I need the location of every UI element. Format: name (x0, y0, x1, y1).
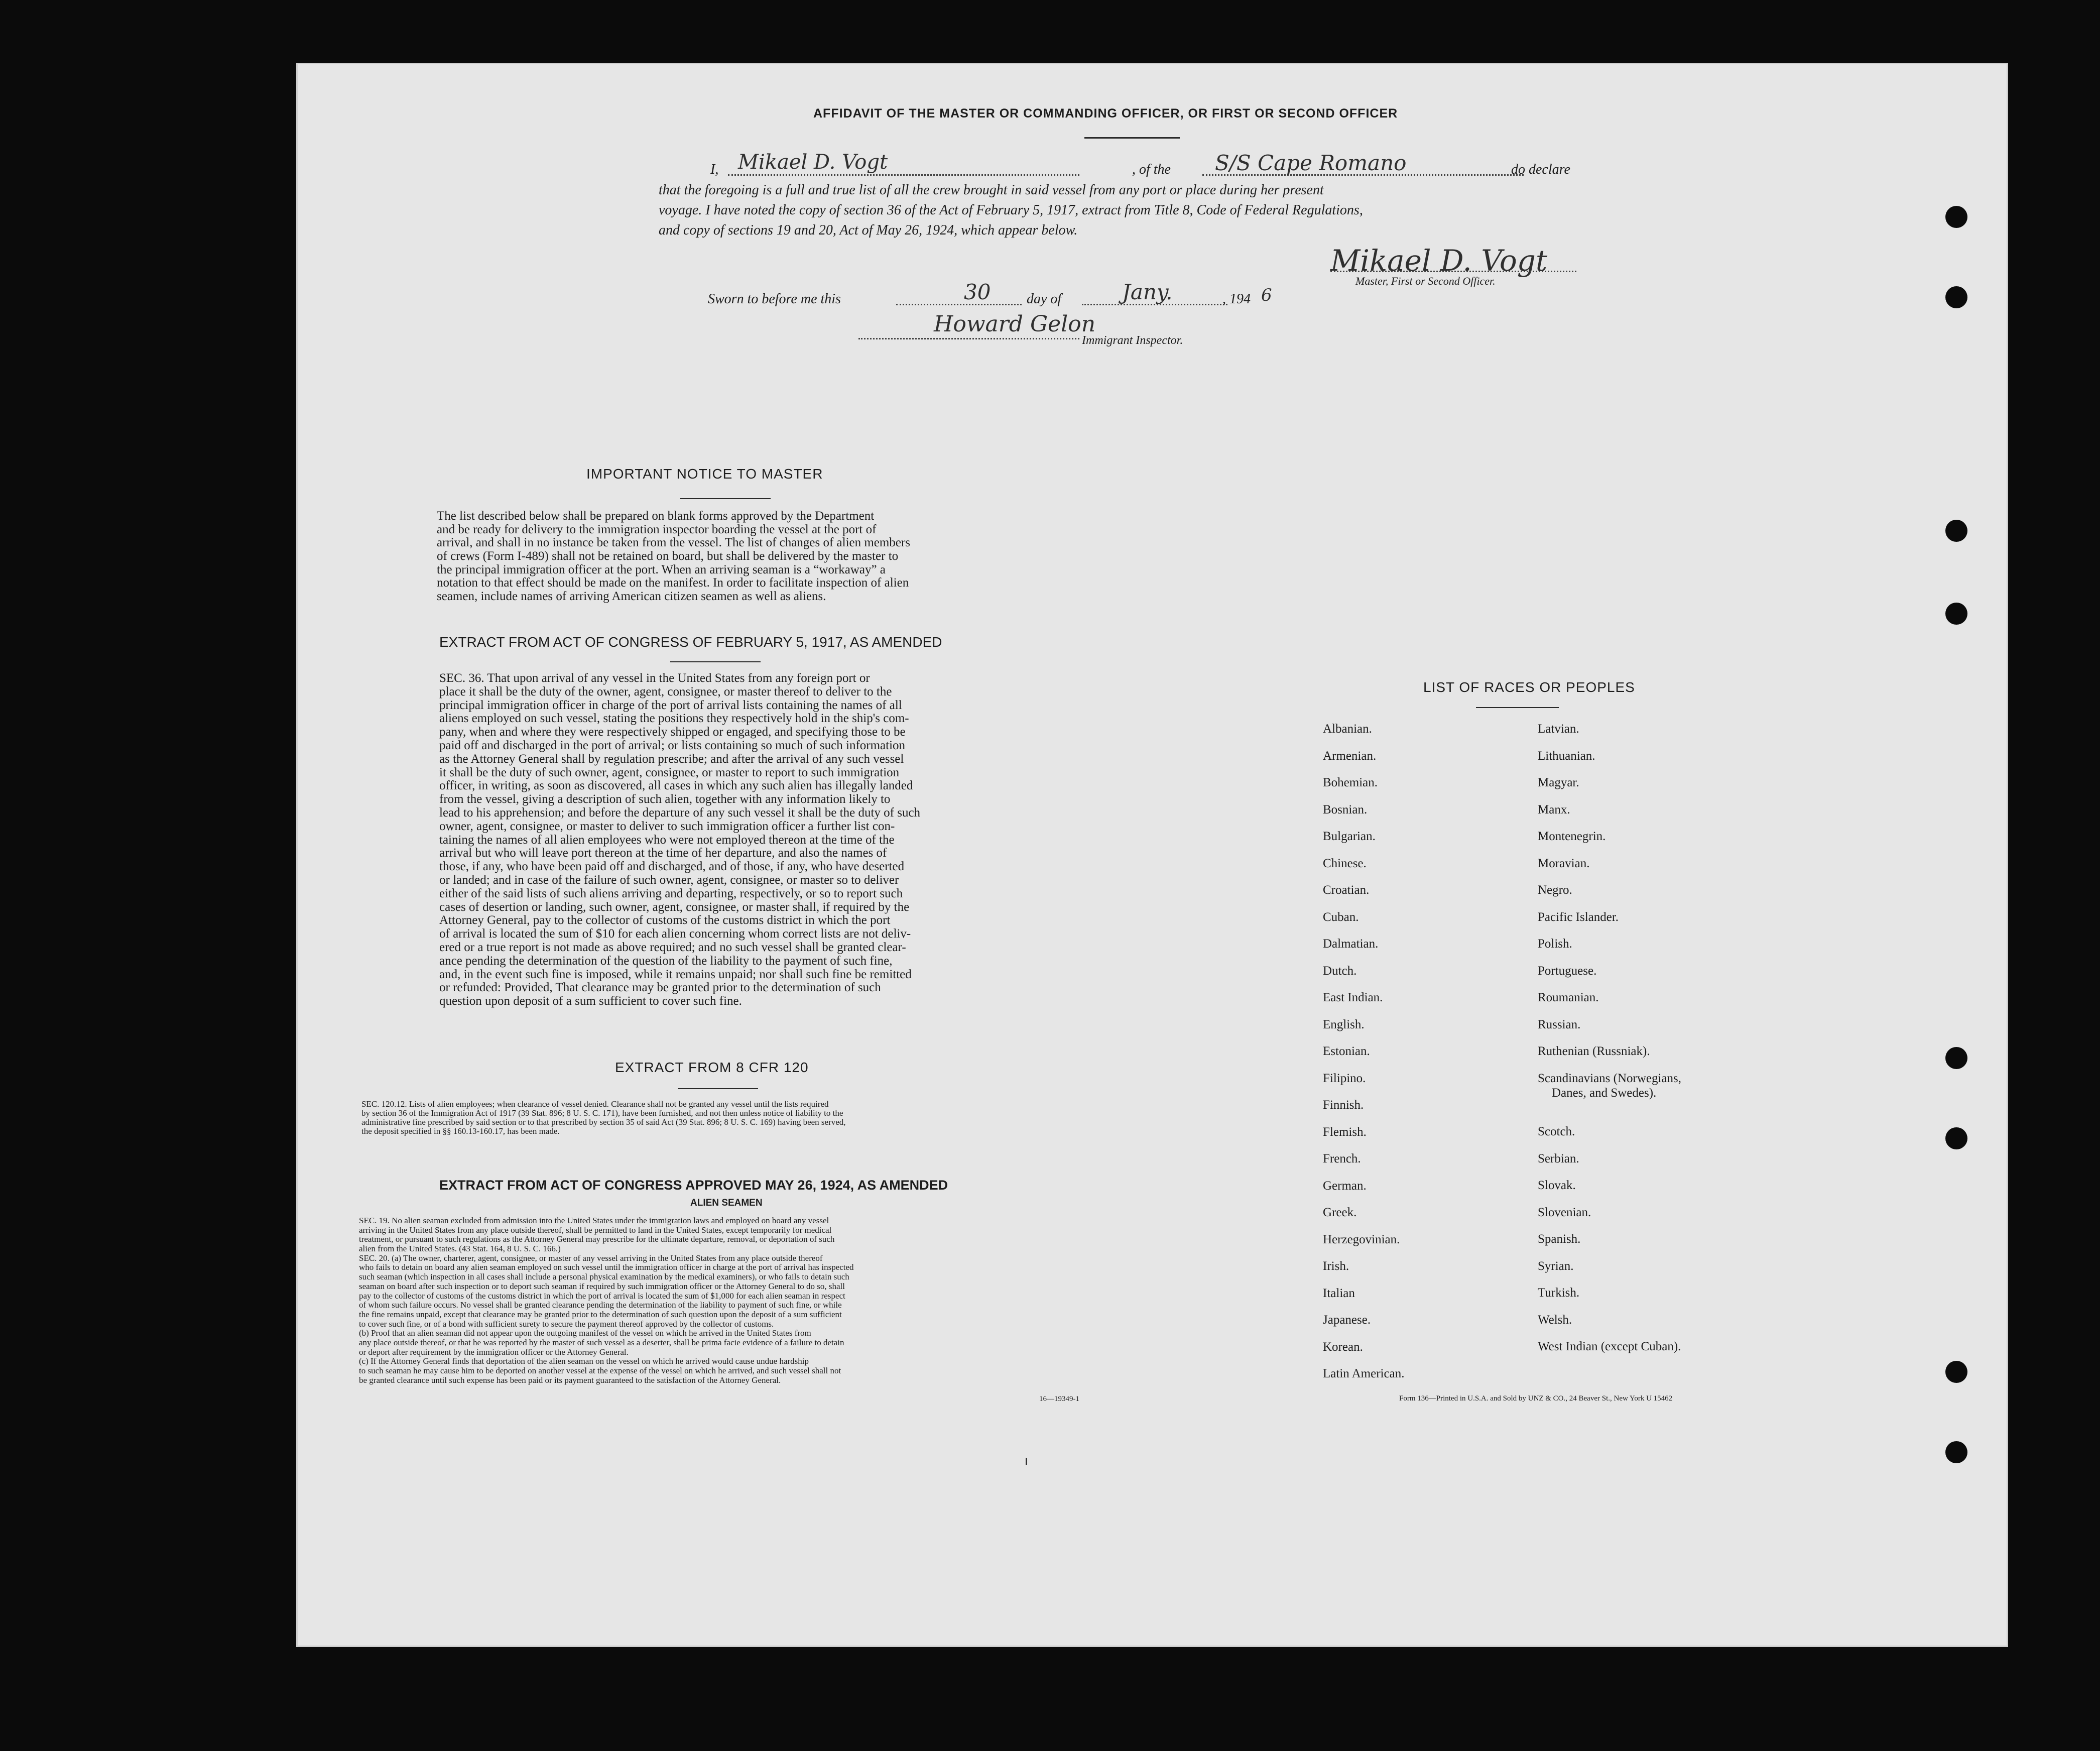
affidavit-title: AFFIDAVIT OF THE MASTER OR COMMANDING OFFICER, OR FIRST OR SECOND OFFICER (813, 106, 1398, 121)
cfr-line: administrative fine prescribed by said section or to that prescribed by section 35 of said Act (39 Stat. 896; 8 U. S. C. 169) having been served, (361, 1118, 846, 1127)
race-item: Russian. (1538, 1017, 1581, 1031)
extract-1917-line: taining the names of all alien employees who were not employed thereon at the time of the (439, 833, 895, 847)
races-footer: Form 136—Printed in U.S.A. and Sold by UNZ & CO., 24 Beaver St., New York U 15462 (1399, 1394, 1673, 1403)
race-item: East Indian. (1323, 991, 1383, 1004)
race-item: Korean. (1323, 1340, 1363, 1354)
punch-hole (1945, 286, 1967, 308)
signature-line (1330, 271, 1576, 272)
race-item: Dalmatian. (1323, 937, 1379, 951)
sworn-text: Sworn to before me this (708, 291, 841, 307)
race-item: Latin American. (1323, 1367, 1405, 1380)
race-item: English. (1323, 1017, 1365, 1031)
extract-1917-line: ance pending the determination of the question of the liability to the payment of such fine, (439, 954, 893, 968)
race-item: Spanish. (1538, 1232, 1581, 1246)
extract-1917-line: those, if any, who have been paid off and discharged, and of those, if any, who have deserted (439, 860, 905, 874)
extract-1917-line: paid off and discharged in the port of arrival; or lists containing so much of such information (439, 739, 906, 752)
race-item: Bohemian. (1323, 776, 1378, 789)
extract-1917-line: cases of desertion or landing, such owner, agent, consignee, or master shall, if required by the (439, 900, 910, 914)
statement-line-3: and copy of sections 19 and 20, Act of May 26, 1924, which appear below. (659, 222, 1078, 238)
race-item: Slovenian. (1538, 1205, 1591, 1219)
extract-1917-line: Attorney General, pay to the collector of customs of the customs district in which the port (439, 914, 891, 927)
race-item: Greek. (1323, 1206, 1357, 1219)
extract-1917-line: pany, when and where they were respectively shipped or engaged, and specifying those to be (439, 726, 906, 739)
race-item: Flemish. (1323, 1125, 1367, 1139)
extract-1917-line: aliens employed on such vessel, stating the positions they respectively hold in the ship's com- (439, 712, 909, 726)
cfr-underline (678, 1088, 758, 1089)
race-item: Polish. (1538, 937, 1572, 951)
punch-hole (1945, 1047, 1967, 1069)
race-item: Bosnian. (1323, 802, 1368, 816)
race-item: Filipino. (1323, 1071, 1366, 1085)
extract-1924-line: treatment, or pursuant to such regulations as the Attorney General may prescribe for the ultimate departure, removal, or deportation of such (359, 1235, 835, 1244)
extract-1924-title: EXTRACT FROM ACT OF CONGRESS APPROVED MAY 26, 1924, AS AMENDED (439, 1178, 948, 1193)
race-item: Turkish. (1538, 1286, 1580, 1300)
extract-1917-line: principal immigration officer in charge of the port of arrival lists containing the names of all (439, 698, 902, 712)
extract-1924-line: alien from the United States. (43 Stat. 164, 8 U. S. C. 166.) (359, 1244, 561, 1254)
extract-1917-line: SEC. 36. That upon arrival of any vessel in the United States from any foreign port or (439, 672, 870, 685)
sworn-day-line (896, 304, 1022, 305)
year-prefix: , 194 (1222, 291, 1251, 307)
race-item: Irish. (1323, 1259, 1349, 1273)
race-item: Ruthenian (Russniak). (1538, 1044, 1650, 1058)
extract-1924-line: pay to the collector of customs of the customs district in which the port of arrival is located the sum of $1,000 for each alien seaman in respect (359, 1291, 845, 1301)
extract-1924-line: to such seaman he may cause him to be deported on another vessel at the expense of the vessel on which he arrived, and such vessel shall not (359, 1366, 841, 1375)
notice-line: The list described below shall be prepared on blank forms approved by the Department (437, 510, 875, 523)
extract-1924-subtitle: ALIEN SEAMEN (690, 1198, 763, 1208)
extract-1924-line: SEC. 19. No alien seaman excluded from admission into the United States under the immigration laws and employed on board any vessel (359, 1216, 829, 1225)
race-item: Danes, and Swedes). (1552, 1086, 1657, 1100)
master-name-handwritten: Mikael D. Vogt (738, 151, 888, 174)
race-item: Scandinavians (Norwegians, (1538, 1071, 1682, 1085)
extract-1924-line: or deport after requirement by the immigration officer or the Attorney General. (359, 1347, 629, 1357)
cfr-title: EXTRACT FROM 8 CFR 120 (615, 1060, 809, 1075)
document-page (296, 63, 2008, 1647)
race-item: Armenian. (1323, 749, 1377, 763)
race-item: Manx. (1538, 802, 1570, 816)
race-item: Finnish. (1323, 1098, 1364, 1112)
race-item: Italian (1323, 1286, 1355, 1300)
statement-line-1: that the foregoing is a full and true list of all the crew brought in said vessel from any port or place during her present (659, 182, 1324, 198)
cfr-line: SEC. 120.12. Lists of alien employees; when clearance of vessel denied. Clearance shall not be granted any vessel until the lists required (361, 1100, 829, 1109)
master-signature: Mikael D. Vogt (1330, 244, 1548, 278)
sworn-day-handwritten: 30 (964, 280, 991, 304)
race-item: Portuguese. (1538, 964, 1597, 978)
extract-1924-line: any place outside thereof, or that he was reported by the master of such vessel as a deserter, shall be prima facie evidence of a failure to detain (359, 1338, 844, 1347)
extract-1917-line: as the Attorney General shall by regulation prescribe; and after the arrival of any such vessel (439, 752, 904, 766)
race-item: French. (1323, 1152, 1361, 1165)
extract-1917-line: lead to his apprehension; and before the departure of any such vessel it shall be the duty of such (439, 806, 921, 820)
race-item: Welsh. (1538, 1313, 1572, 1327)
affidavit-prefix: I, (710, 162, 719, 177)
races-title: LIST OF RACES OR PEOPLES (1423, 679, 1635, 695)
extract-1917-line: it shall be the duty of such owner, agent, consignee, or master to report to such immigration (439, 766, 900, 779)
race-item: Lithuanian. (1538, 749, 1595, 763)
race-item: Latvian. (1538, 722, 1579, 736)
extract-1924-body (359, 1216, 1007, 1385)
inspector-caption: Immigrant Inspector. (1082, 334, 1183, 347)
race-item: Syrian. (1538, 1259, 1574, 1273)
inspector-line (858, 338, 1079, 339)
extract-1924-line: to cover such fine, or of a bond with sufficient surety to secure the payment thereof approved by the collector of customs. (359, 1319, 774, 1329)
extract-1924-line: such seaman (which inspection in all cases shall include a personal physical examination by the medical examiners), or who fails to detain such (359, 1272, 849, 1282)
master-name-line (728, 174, 1079, 176)
race-item: Japanese. (1323, 1313, 1371, 1327)
day-of-label: day of (1027, 291, 1062, 307)
punch-hole (1945, 603, 1967, 625)
punch-hole (1945, 1441, 1967, 1463)
extract-1924-line: arriving in the United States from any place outside thereof, shall be permitted to land in the United States, except temporarily for medical (359, 1225, 832, 1235)
sworn-month-handwritten: Jany. (1122, 280, 1173, 304)
extract-1924-line: of whom such failure occurs. No vessel shall be granted clearance pending the determination of the liability to payment of such fine, or while (359, 1301, 842, 1310)
notice-line: of crews (Form I-489) shall not be retained on board, but shall be delivered by the master to (437, 550, 899, 563)
race-item: Pacific Islander. (1538, 910, 1619, 924)
extract-1917-line: or refunded: Provided, That clearance may be granted prior to the determination of such (439, 981, 881, 995)
extract-1924-line: (c) If the Attorney General finds that deportation of the alien seaman on the vessel on which he arrived would cause undue hardship (359, 1357, 809, 1366)
race-item: Slovak. (1538, 1179, 1576, 1192)
race-item: German. (1323, 1179, 1367, 1193)
races-underline (1476, 707, 1559, 708)
extract-1917-line: question upon deposit of a sum sufficient to cover such fine. (439, 995, 742, 1008)
race-item: Chinese. (1323, 856, 1367, 870)
extract-1917-line: or landed; and in case of the failure of such owner, agent, consignee, or master so to deliver (439, 873, 899, 887)
do-declare-label: do declare (1511, 162, 1570, 177)
race-item: Dutch. (1323, 964, 1357, 978)
races-left-column (1323, 722, 1404, 1394)
punch-hole (1945, 206, 1967, 228)
notice-title: IMPORTANT NOTICE TO MASTER (586, 466, 823, 482)
extract-1917-line: place it shall be the duty of the owner, agent, consignee, or master thereof to deliver to the (439, 685, 892, 698)
extract-1917-line: from the vessel, giving a description of such alien, together with any information likely to (439, 793, 891, 806)
race-item: Estonian. (1323, 1044, 1370, 1058)
extract-1924-line: SEC. 20. (a) The owner, charterer, agent, consignee, or master of any vessel arriving in the United States from any place outside thereof (359, 1253, 823, 1263)
race-item: Cuban. (1323, 910, 1359, 924)
extract-1924-line: seaman on board after such inspection or to deport such seaman if required by such immigration officer or the Attorney General to do so, shall (359, 1281, 845, 1291)
extract-1917-line: owner, agent, consignee, or master to deliver to such immigration officer a further list con- (439, 820, 895, 833)
inspector-signature: Howard Gelon (934, 311, 1096, 337)
form-code: 16—19349-1 (1039, 1395, 1079, 1403)
notice-line: the principal immigration officer at the port. When an arriving seaman is a “workaway” a (437, 563, 886, 576)
races-right-column (1538, 722, 1681, 1367)
extract-1917-line: arrival but who will leave port thereon at the time of her departure, and also the names of (439, 847, 887, 860)
race-item: Negro. (1538, 883, 1572, 897)
cfr-line: by section 36 of the Immigration Act of 1917 (39 Stat. 896; 8 U. S. C. 171), have been furnished, and not then unless notice of liability to the (361, 1109, 843, 1118)
extract-1917-line: ered or a true report is not made as above required; and no such vessel shall be granted clear- (439, 941, 906, 954)
race-item: Magyar. (1538, 776, 1579, 789)
cfr-body (361, 1100, 1007, 1136)
extract-1917-title: EXTRACT FROM ACT OF CONGRESS OF FEBRUARY 5, 1917, AS AMENDED (439, 634, 942, 650)
race-item: Moravian. (1538, 856, 1590, 870)
race-item: Roumanian. (1538, 991, 1599, 1004)
extract-1917-underline (670, 661, 761, 662)
page-mark (1026, 1458, 1027, 1465)
cfr-line: the deposit specified in §§ 160.13-160.17, has been made. (361, 1127, 560, 1136)
year-handwritten: 6 (1261, 285, 1272, 305)
race-item: Albanian. (1323, 722, 1372, 736)
punch-hole (1945, 520, 1967, 542)
extract-1924-line: be granted clearance until such expense has been paid or its payment guaranteed to the satisfaction of the Attorney General. (359, 1375, 781, 1385)
race-item: Croatian. (1323, 883, 1370, 897)
notice-underline (680, 498, 771, 499)
race-item: Montenegrin. (1538, 830, 1606, 843)
vessel-name-handwritten: S/S Cape Romano (1215, 151, 1407, 175)
extract-1924-line: the fine remains unpaid, except that clearance may be granted prior to the determination of such question upon the deposit of a sum sufficient (359, 1310, 842, 1319)
extract-1924-line: who fails to detain on board any alien seaman employed on such vessel until the immigration officer in charge at the port of arrival has inspected (359, 1263, 854, 1272)
race-item: Scotch. (1538, 1125, 1575, 1138)
extract-1924-line: (b) Proof that an alien seaman did not appear upon the outgoing manifest of the vessel on which he arrived in the United States from (359, 1329, 811, 1338)
extract-1917-line: officer, in writing, as soon as discovered, all cases in which any such alien has illegally landed (439, 779, 913, 793)
extract-1917-line: either of the said lists of such aliens arriving and departing, respectively, or so to report such (439, 887, 903, 900)
statement-line-2: voyage. I have noted the copy of section 36 of the Act of February 5, 1917, extract from Title 8, Code of Federal Regulations, (659, 202, 1363, 218)
of-the-label: , of the (1132, 162, 1171, 177)
punch-hole (1945, 1361, 1967, 1383)
race-item: West Indian (except Cuban). (1538, 1340, 1681, 1353)
notice-line: arrival, and shall in no instance be taken from the vessel. The list of changes of alien members (437, 536, 910, 550)
punch-hole (1945, 1127, 1967, 1149)
extract-1917-line: and, in the event such fine is imposed, while it remains unpaid; nor shall such fine be remitted (439, 968, 912, 981)
extract-1917-line: of arrival is located the sum of $10 for each alien concerning whom correct lists are not deliv- (439, 927, 911, 941)
race-item: Serbian. (1538, 1151, 1579, 1165)
title-underline (1084, 137, 1180, 139)
notice-body (437, 510, 1009, 604)
signature-caption: Master, First or Second Officer. (1355, 275, 1496, 287)
race-item: Bulgarian. (1323, 830, 1376, 843)
notice-line: and be ready for delivery to the immigration inspector boarding the vessel at the port of (437, 523, 877, 536)
notice-line: seamen, include names of arriving American citizen seamen as well as aliens. (437, 590, 826, 604)
race-item: Herzegovinian. (1323, 1232, 1400, 1246)
notice-line: notation to that effect should be made on the manifest. In order to facilitate inspection of alien (437, 576, 909, 590)
extract-1917-body (439, 672, 1009, 1008)
